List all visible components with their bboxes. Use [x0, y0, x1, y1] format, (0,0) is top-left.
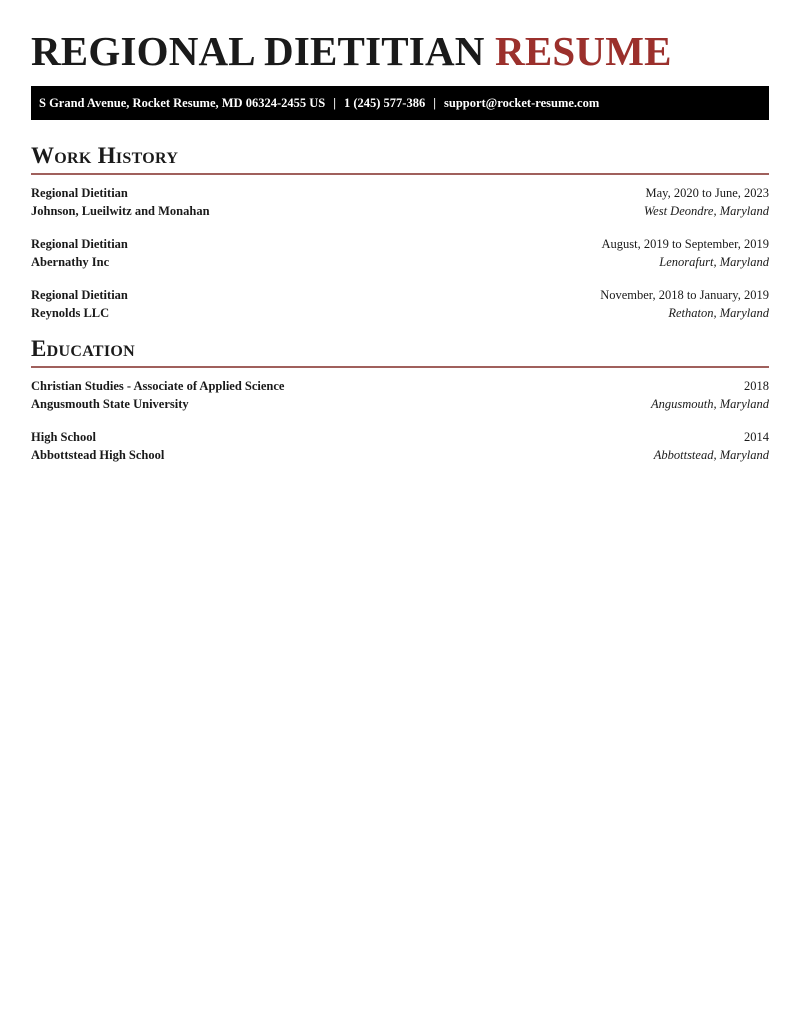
work-history-section [31, 143, 769, 322]
contact-email[interactable]: support@rocket-resume.com [444, 96, 600, 110]
job-location: Rethaton, Maryland [668, 306, 769, 320]
job-dates: November, 2018 to January, 2019 [600, 288, 769, 302]
school-name: Angusmouth State University [31, 397, 189, 411]
contact-separator: | [333, 96, 336, 110]
company-name: Abernathy Inc [31, 255, 110, 269]
work-entry [31, 286, 769, 322]
contact-bar [31, 86, 769, 120]
job-dates: August, 2019 to September, 2019 [601, 237, 769, 251]
degree-name: Christian Studies - Associate of Applied Science [31, 379, 285, 393]
graduation-year: 2014 [744, 430, 769, 444]
title-accent: RESUME [495, 28, 672, 74]
school-location: Angusmouth, Maryland [650, 397, 769, 411]
section-divider [31, 173, 769, 175]
resume-page [31, 0, 769, 464]
company-name: Reynolds LLC [31, 306, 110, 320]
job-location: Lenorafurt, Maryland [659, 255, 769, 269]
job-dates: May, 2020 to June, 2023 [645, 186, 769, 200]
contact-separator: | [433, 96, 436, 110]
job-title: Regional Dietitian [31, 288, 128, 302]
contact-phone: 1 (245) 577-386 [343, 96, 426, 110]
work-history-heading: Work History [31, 143, 179, 168]
job-location: West Deondre, Maryland [643, 204, 769, 218]
education-section [31, 336, 769, 464]
company-name: Johnson, Lueilwitz and Monahan [31, 204, 210, 218]
school-location: Abbottstead, Maryland [653, 448, 769, 462]
resume-title [31, 28, 769, 74]
title-main: REGIONAL DIETITIAN [31, 28, 485, 74]
job-title: Regional Dietitian [31, 186, 128, 200]
contact-address: S Grand Avenue, Rocket Resume, MD 06324-2455 US [39, 96, 326, 110]
education-heading: Education [31, 336, 135, 361]
job-title: Regional Dietitian [31, 237, 128, 251]
work-entry [31, 184, 769, 220]
education-entry [31, 377, 769, 413]
graduation-year: 2018 [744, 379, 769, 393]
section-divider [31, 366, 769, 368]
degree-name: High School [31, 430, 96, 444]
work-entry [31, 235, 769, 271]
school-name: Abbottstead High School [31, 448, 165, 462]
education-entry [31, 428, 769, 464]
